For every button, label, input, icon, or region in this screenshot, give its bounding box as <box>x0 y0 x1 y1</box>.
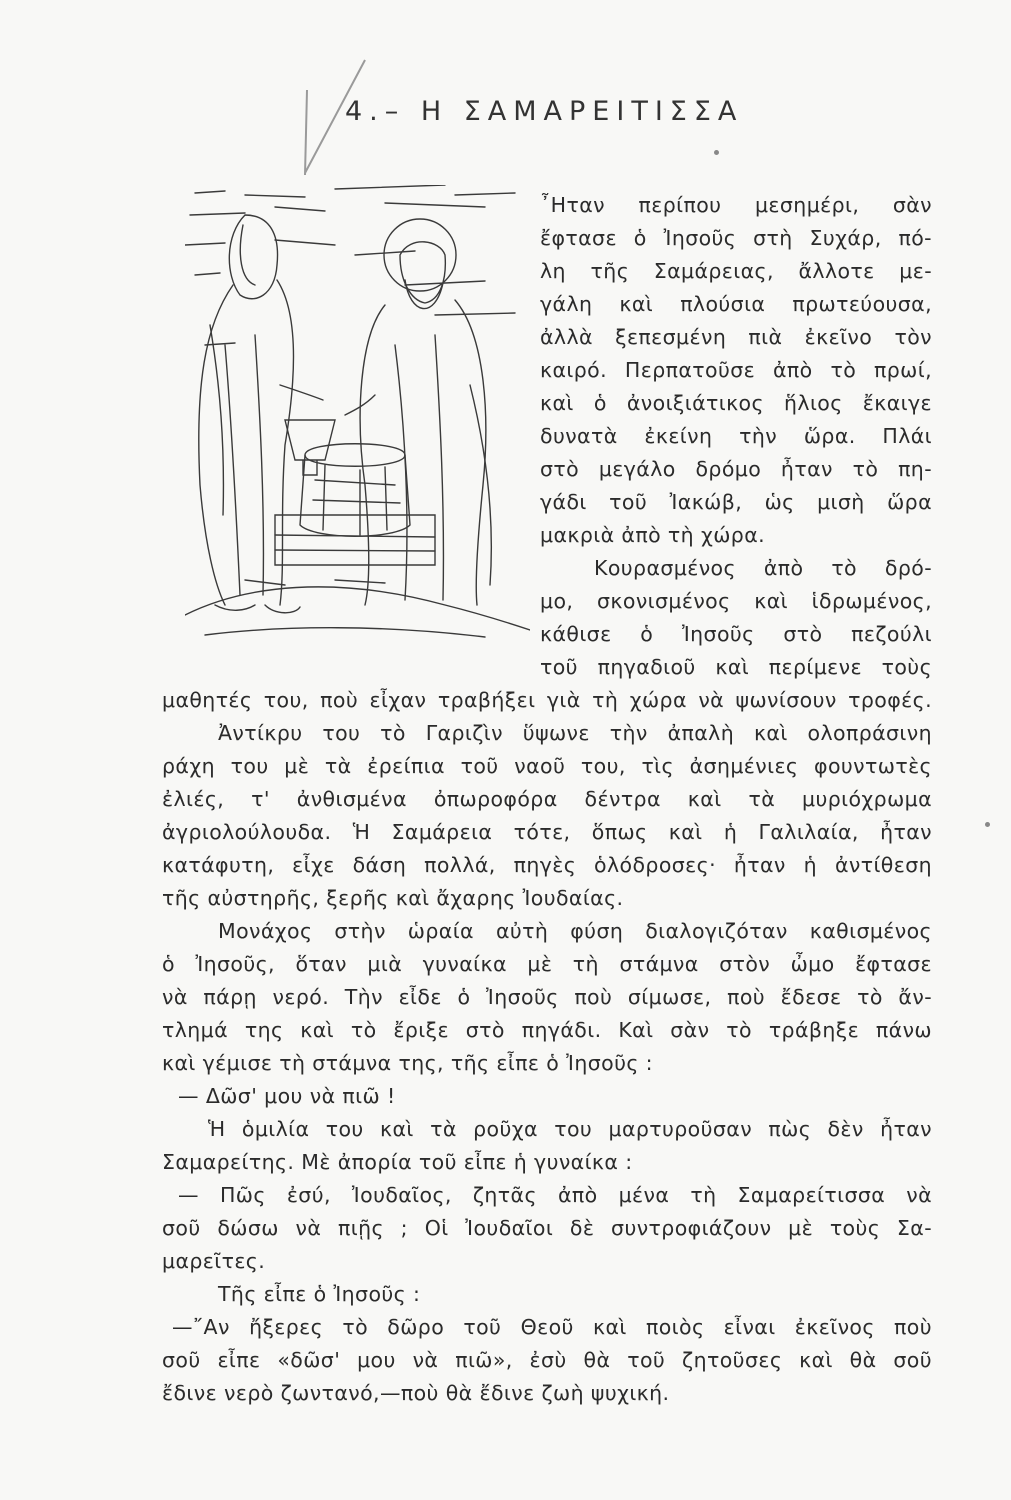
paragraph-line: γάλη καὶ πλούσια πρωτεύουσα, <box>540 292 932 316</box>
paragraph-line: ἔφτασε ὁ Ἰησοῦς στὴ Συχάρ, πό- <box>540 226 932 250</box>
paragraph-line: καὶ ὁ ἀνοιξιάτικος ἥλιος ἔκαιγε <box>540 391 932 415</box>
paragraph-line: δυνατὰ ἐκείνη τὴν ὥρα. Πλάι <box>540 424 932 448</box>
paragraph-line: μαθητές του, ποὺ εἶχαν τραβήξει γιὰ τὴ χώρα νὰ ψωνίσουν τροφές. <box>162 688 932 712</box>
dialogue-line: — Δῶσ' μου νὰ πιῶ ! <box>178 1084 396 1108</box>
paragraph-line: γάδι τοῦ Ἰακώβ, ὡς μισὴ ὥρα <box>540 490 932 514</box>
paragraph-line: Κουρασμένος ἀπὸ τὸ δρό- <box>594 556 932 580</box>
paragraph-line: ἀγριολούλουδα. Ἡ Σαμάρεια τότε, ὅπως καὶ ἡ Γαλιλαία, ἦταν <box>162 820 932 844</box>
ink-dot <box>985 822 990 827</box>
paragraph-line: ἐλιές, τ' ἀνθισμένα ὀπωροφόρα δέντρα καὶ τὰ μυριόχρωμα <box>162 787 932 811</box>
paragraph-line: ῏Ηταν περίπου μεσημέρι, σὰν <box>540 193 932 217</box>
dialogue-line: —῎Αν ἤξερες τὸ δῶρο τοῦ Θεοῦ καὶ ποιὸς εἶναι ἐκεῖνος ποὺ <box>172 1315 932 1339</box>
dialogue-line: ἔδινε νερὸ ζωντανό,—ποὺ θὰ ἔδινε ζωὴ ψυχική. <box>162 1381 670 1405</box>
paragraph-line: τλημά της καὶ τὸ ἔριξε στὸ πηγάδι. Καὶ σὰν τὸ τράβηξε πάνω <box>162 1018 932 1042</box>
paragraph-line: Ἡ ὁμιλία του καὶ τὰ ροῦχα του μαρτυροῦσαν πὼς δὲν ἦταν <box>208 1117 932 1141</box>
paragraph-line: Σαμαρείτης. Μὲ ἀπορία τοῦ εἶπε ἡ γυναίκα : <box>162 1150 633 1174</box>
paragraph-line: ράχη του μὲ τὰ ἐρείπια τοῦ ναοῦ του, τὶς ἀσημένιες φουντωτὲς <box>162 754 932 778</box>
paragraph-line: νὰ πάρῃ νερό. Τὴν εἶδε ὁ Ἰησοῦς ποὺ σίμωσε, ποὺ ἔδεσε τὸ ἄν- <box>162 985 932 1009</box>
ink-dot <box>714 150 719 155</box>
paragraph-line: ὁ Ἰησοῦς, ὅταν μιὰ γυναίκα μὲ τὴ στάμνα στὸν ὦμο ἔφτασε <box>162 952 932 976</box>
paragraph-line: μο, σκονισμένος καὶ ἱδρωμένος, <box>540 589 932 613</box>
paragraph-line: καιρό. Περπατοῦσε ἀπὸ τὸ πρωί, <box>540 358 932 382</box>
paragraph-line: στὸ μεγάλο δρόμο ἦταν τὸ πη- <box>540 457 932 481</box>
paragraph-line: λη τῆς Σαμάρειας, ἄλλοτε με- <box>540 259 932 283</box>
dialogue-line: σοῦ δώσω νὰ πιῇς ; Οἱ Ἰουδαῖοι δὲ συντροφιάζουν μὲ τοὺς Σα- <box>162 1216 932 1240</box>
illustration-jesus-and-samaritan-woman-at-well <box>185 185 530 645</box>
paragraph-line: ἀλλὰ ξεπεσμένη πιὰ ἐκεῖνο τὸν <box>540 325 932 349</box>
paragraph-line: Ἀντίκρυ του τὸ Γαριζὶν ὕψωνε τὴν ἀπαλὴ καὶ ολοπράσινη <box>218 721 932 745</box>
dialogue-line: σοῦ εἶπε «δῶσ' μου νὰ πιῶ», ἐσὺ θὰ τοῦ ζητοῦσες καὶ θὰ σοῦ <box>162 1348 932 1372</box>
paragraph-line: κάθισε ὁ Ἰησοῦς στὸ πεζούλι <box>540 622 932 646</box>
dialogue-line: μαρεῖτες. <box>162 1249 266 1273</box>
paragraph-line: Τῆς εἶπε ὁ Ἰησοῦς : <box>218 1282 421 1306</box>
paragraph-line: καὶ γέμισε τὴ στάμνα της, τῆς εἶπε ὁ Ἰησοῦς : <box>162 1051 653 1075</box>
dialogue-line: — Πῶς ἐσύ, Ἰουδαῖος, ζητᾶς ἀπὸ μένα τὴ Σαμαρείτισσα νὰ <box>178 1183 932 1207</box>
paragraph-line: κατάφυτη, εἶχε δάση πολλά, πηγὲς ὁλόδροσες· ἦταν ἡ ἀντίθεση <box>162 853 932 877</box>
paragraph-line: Μονάχος στὴν ὡραία αὐτὴ φύση διαλογιζόταν καθισμένος <box>218 919 932 943</box>
chapter-title: 4.– Η ΣΑΜΑΡΕΙΤΙΣΣΑ <box>345 96 744 127</box>
paragraph-line: τοῦ πηγαδιοῦ καὶ περίμενε τοὺς <box>540 655 932 679</box>
paragraph-line: μακριὰ ἀπὸ τὴ χώρα. <box>540 523 766 547</box>
paragraph-line: τῆς αὐστηρῆς, ξερῆς καὶ ἄχαρης Ἰουδαίας. <box>162 886 624 910</box>
